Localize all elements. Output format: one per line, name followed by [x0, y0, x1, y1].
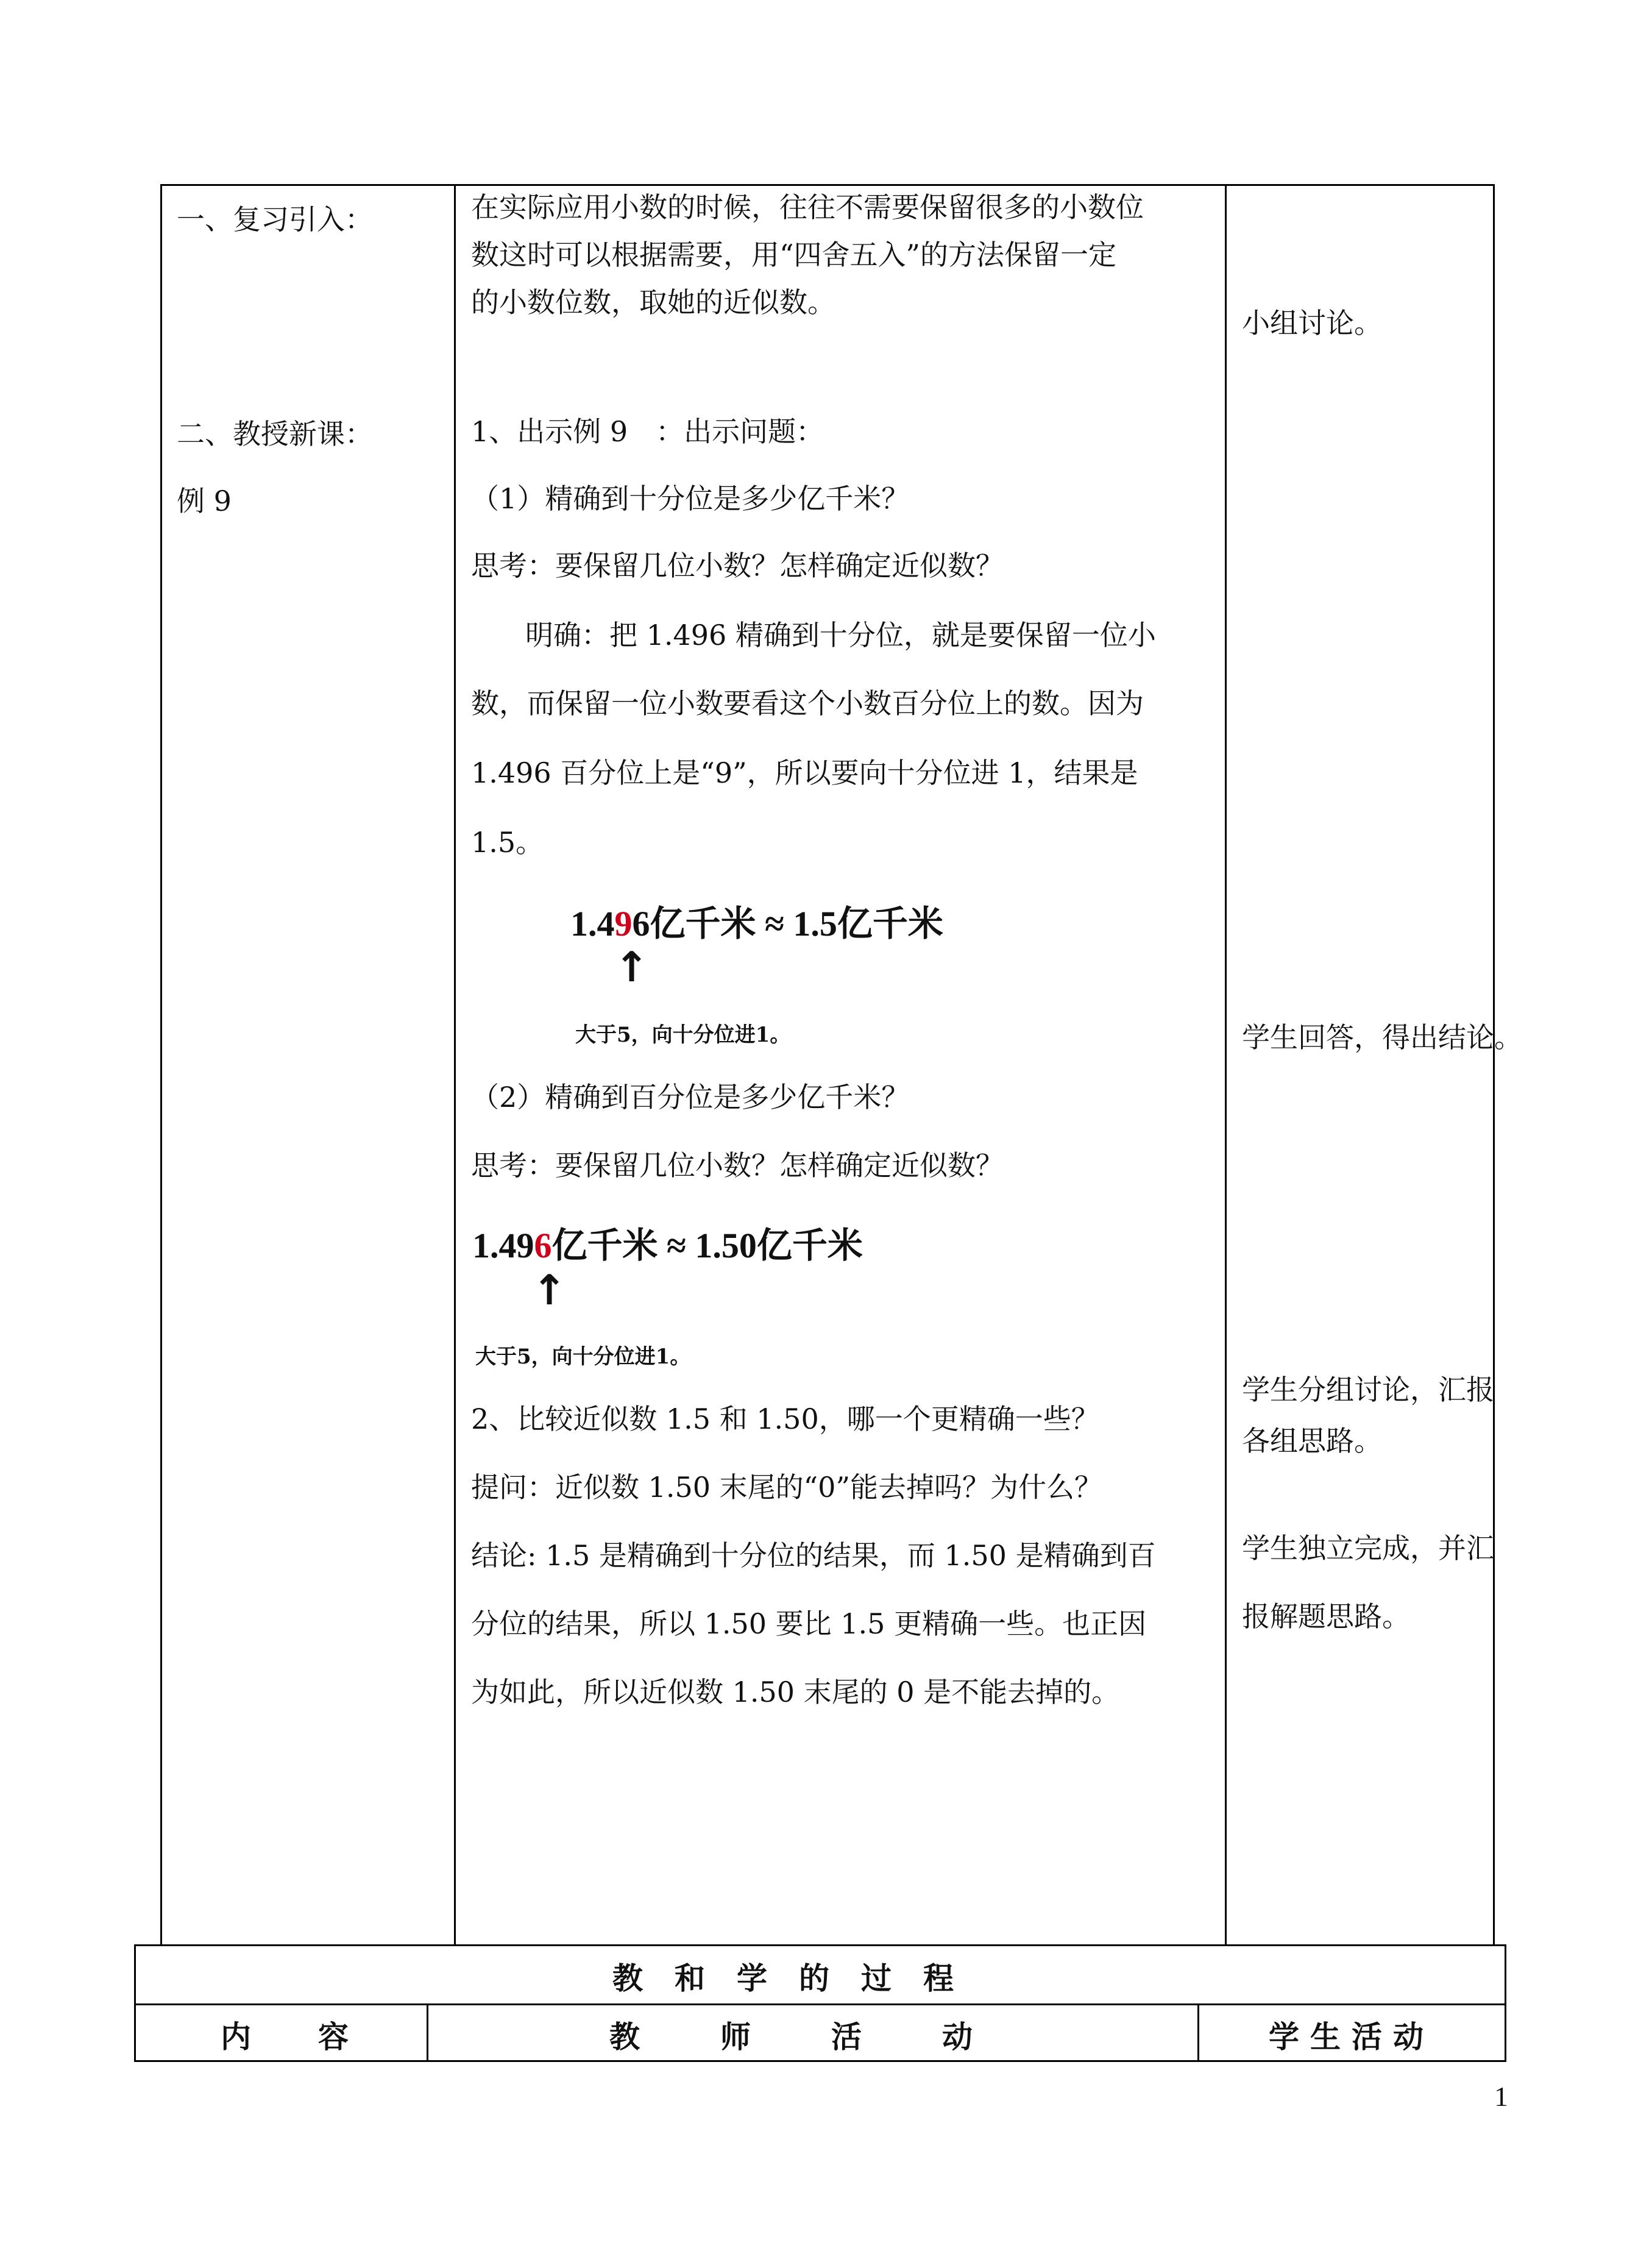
- footer-table-top-border: [134, 1944, 1506, 1946]
- main-table-divider-2: [1225, 184, 1227, 1946]
- formula-1-highlight: 9: [614, 904, 633, 944]
- formula-2: [472, 1217, 863, 1268]
- clarify-line-1: 明确：把 1.496 精确到十分位，就是要保留一位小: [525, 619, 1156, 652]
- footer-table-bottom-border: [134, 2060, 1506, 2062]
- formula-1-result: 1.5亿千米: [793, 904, 943, 944]
- formula-1-approx: ≈: [756, 904, 793, 944]
- page-number: 1: [1494, 2081, 1508, 2112]
- conclusion-line-3: 为如此，所以近似数 1.50 末尾的 0 是不能去掉的。: [471, 1676, 1120, 1708]
- footer-table-left-border: [134, 1944, 136, 2062]
- main-table-divider-1: [454, 184, 456, 1946]
- footer-table-divider-2: [1197, 2003, 1199, 2062]
- formula-2-result: 1.50亿千米: [695, 1226, 863, 1265]
- footer-col-student: 学生活动: [1269, 2019, 1434, 2055]
- conclusion-line-2: 分位的结果，所以 1.50 要比 1.5 更精确一些。也正因: [471, 1607, 1147, 1640]
- main-table-right-border: [1493, 184, 1495, 1946]
- student-independent-line-2: 报解题思路。: [1242, 1600, 1410, 1633]
- review-heading: 一、复习引入：: [177, 203, 373, 236]
- think-2: 思考：要保留几位小数？怎样确定近似数？: [471, 1149, 1004, 1182]
- student-independent-line-1: 学生独立完成，并汇: [1242, 1532, 1494, 1565]
- question-2: （2）精确到百分位是多少亿千米？: [471, 1081, 910, 1114]
- main-table-top-border: [160, 184, 1495, 186]
- conclusion-line-1: 结论: 1.5 是精确到十分位的结果，而 1.50 是精确到百: [471, 1539, 1156, 1572]
- footer-table-divider-1: [427, 2003, 428, 2062]
- main-table-left-border: [160, 184, 162, 1946]
- student-discuss: 小组讨论。: [1242, 307, 1382, 339]
- student-answer: 学生回答，得出结论。: [1242, 1021, 1522, 1054]
- formula-2-before: 1.49: [472, 1226, 534, 1265]
- note-2: 大于5，向十分位进1。: [475, 1345, 691, 1369]
- formula-1-after: 6亿千米: [632, 904, 756, 944]
- clarify-line-2: 数，而保留一位小数要看这个小数百分位上的数。因为: [471, 687, 1144, 720]
- formula-1-before: 1.4: [570, 904, 615, 944]
- formula-1: [570, 895, 943, 946]
- footer-table-right-border: [1505, 1944, 1506, 2062]
- student-group-line-1: 学生分组讨论，汇报: [1242, 1373, 1494, 1406]
- clarify-line-4: 1.5。: [471, 826, 544, 859]
- example-label: 例 9: [177, 485, 232, 517]
- formula-2-approx: ≈: [658, 1226, 695, 1265]
- up-arrow-icon: ↑: [532, 1267, 567, 1315]
- footer-table-title: 教和学的过程: [612, 1960, 985, 1996]
- question-text: 提问：近似数 1.50 末尾的“0”能去掉吗？为什么？: [471, 1471, 1102, 1504]
- student-group-line-2: 各组思路。: [1242, 1424, 1382, 1457]
- footer-col-content: 内容: [221, 2019, 416, 2055]
- intro-line-1: 在实际应用小数的时候，往往不需要保留很多的小数位: [471, 191, 1144, 224]
- note-1: 大于5，向十分位进1。: [575, 1023, 791, 1047]
- clarify-line-3: 1.496 百分位上是“9”，所以要向十分位进 1，结果是: [471, 756, 1138, 789]
- up-arrow-icon: ↑: [614, 944, 649, 992]
- new-lesson-heading: 二、教授新课：: [177, 418, 373, 450]
- footer-col-teacher: 教师活动: [609, 2019, 1053, 2055]
- formula-2-after: 亿千米: [551, 1226, 658, 1265]
- footer-table-middle-border: [134, 2003, 1506, 2005]
- think-1: 思考：要保留几位小数？怎样确定近似数？: [471, 549, 1004, 582]
- formula-2-highlight: 6: [534, 1226, 552, 1265]
- intro-line-3: 的小数位数，取她的近似数。: [471, 286, 835, 319]
- question-1: （1）精确到十分位是多少亿千米？: [471, 482, 910, 515]
- intro-line-2: 数这时可以根据需要，用“四舍五入”的方法保留一定: [471, 238, 1117, 271]
- show-example: 1、出示例 9 ：出示问题：: [471, 415, 824, 448]
- compare-text: 2、比较近似数 1.5 和 1.50，哪一个更精确一些？: [471, 1402, 1099, 1435]
